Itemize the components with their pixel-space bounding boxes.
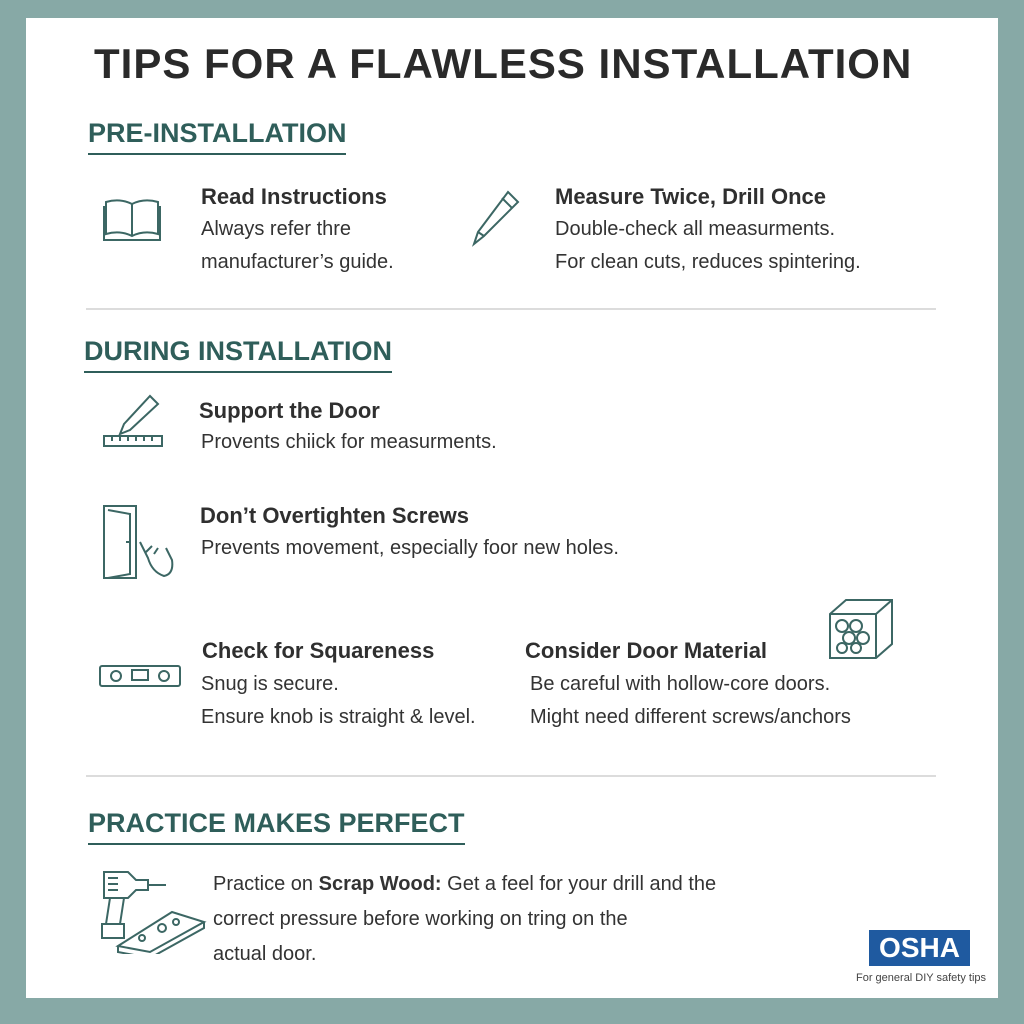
tip-title: Measure Twice, Drill Once (555, 184, 827, 209)
section-heading-pre-installation: PRE-INSTALLATION (88, 118, 346, 155)
honeycomb-cube-icon (826, 596, 896, 662)
divider (86, 308, 936, 310)
tip-title: Read Instructions (201, 184, 387, 209)
tip-title: Consider Door Material (525, 638, 768, 663)
tip-text: Snug is secure. Ensure knob is straight & level. (201, 673, 476, 728)
osha-logo: OSHA (869, 930, 970, 966)
osha-caption: For general DIY safety tips (856, 972, 987, 984)
page-title: TIPS FOR A FLAWLESS INSTALLATION (94, 40, 913, 87)
divider (86, 775, 936, 777)
tip-text: Provents chiick for measurments. (201, 431, 497, 453)
section-heading-during-installation: DURING INSTALLATION (84, 336, 392, 373)
pencil-icon (470, 188, 522, 248)
level-icon (98, 662, 182, 690)
tip-text: Double-check all measurments. For clean cuts, reduces spintering. (555, 218, 861, 273)
tip-title: Don’t Overtighten Screws (200, 503, 469, 528)
book-icon (102, 196, 162, 242)
section-heading-practice: PRACTICE MAKES PERFECT (88, 808, 465, 845)
tip-text: Prevents movement, especially foor new holes. (201, 537, 619, 559)
door-hand-icon (100, 502, 180, 582)
pencil-ruler-icon (100, 392, 164, 450)
tip-text: Practice on Scrap Wood: Get a feel for your drill and the correct pressure before working on tring on the actual door. (213, 873, 717, 965)
tip-title: Check for Squareness (202, 638, 435, 663)
tip-text: Be careful with hollow-core doors. Might need different screws/anchors (530, 673, 851, 728)
tip-title: Support the Door (199, 398, 380, 423)
tip-text: Always refer thre manufacturer’s guide. (201, 218, 394, 273)
drill-icon (96, 868, 210, 954)
